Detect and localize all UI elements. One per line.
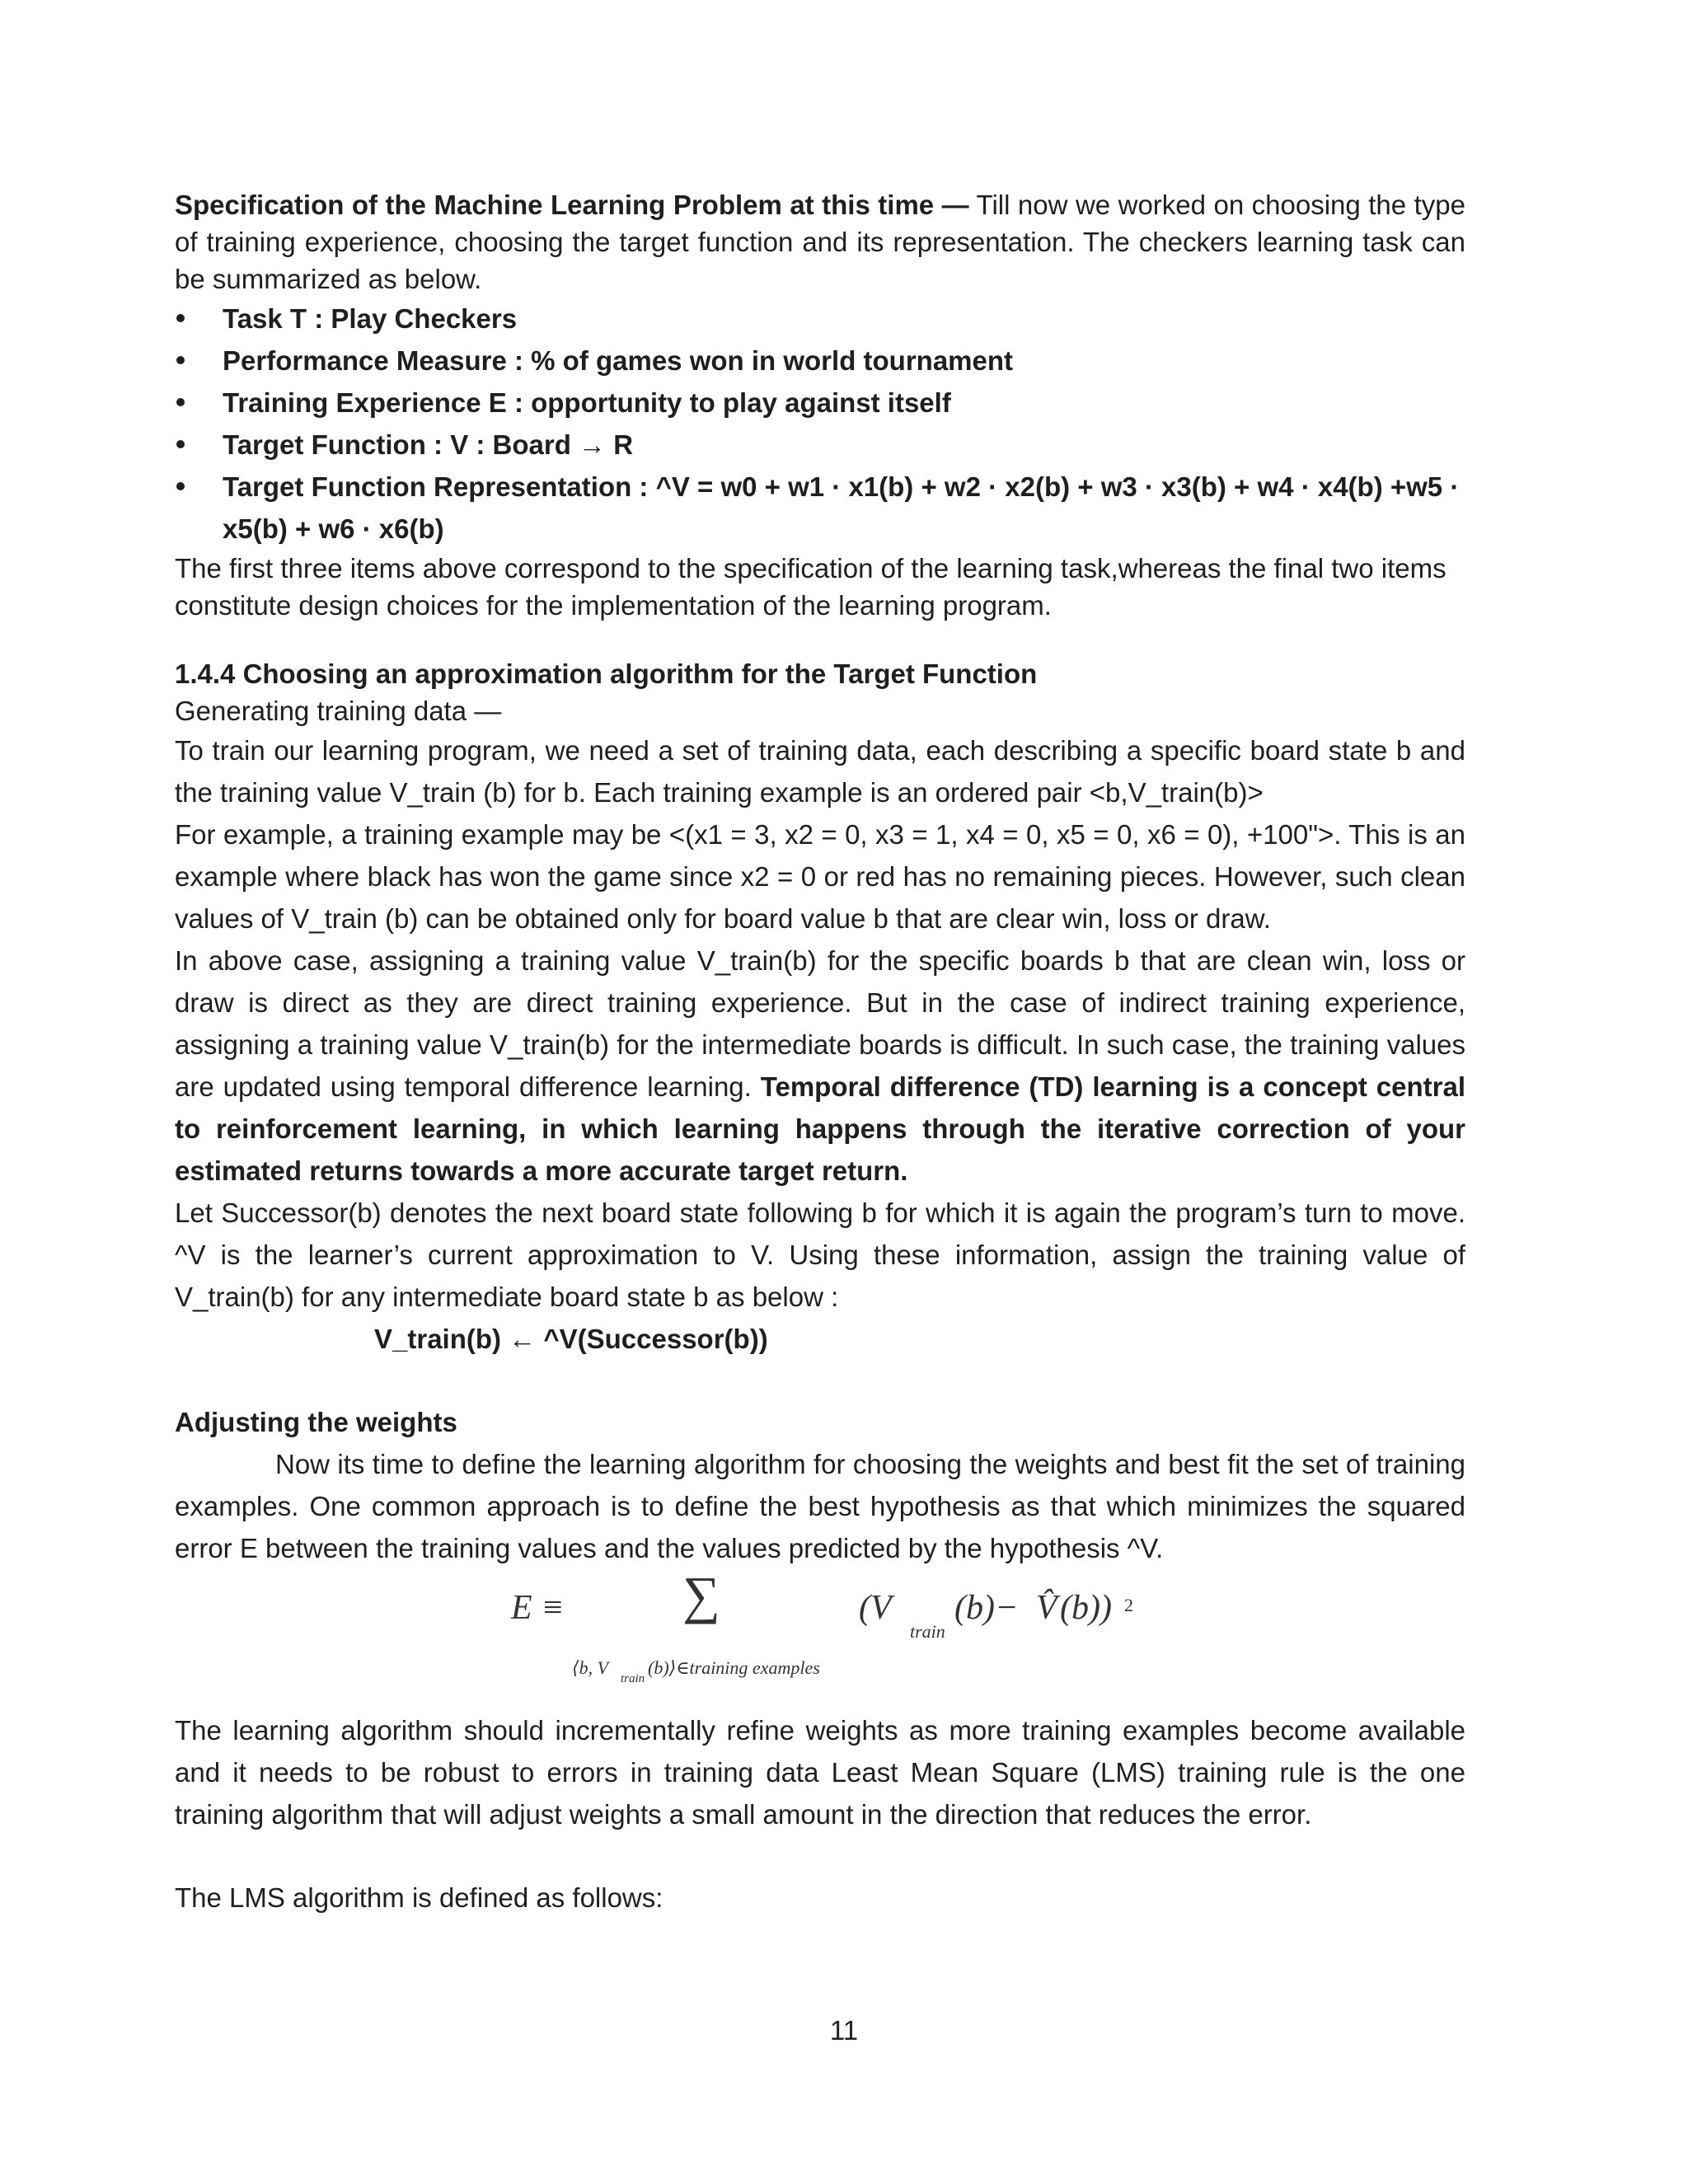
bullet-icon	[176, 314, 185, 322]
summary-list	[175, 298, 1465, 550]
spec-paragraph	[175, 186, 1465, 298]
eq-rhs-end: (b))	[1060, 1589, 1112, 1627]
example-paragraph: For example, a training example may be <(x1 = 3, x2 = 0, x3 = 1, x4 = 0, x5 = 0, x6 = 0), +100">. This is an example where black has won the game since x2 = 0 or red has no remaining pieces. However, such clean values of V_train (b) can be obtained only for board value b that are clear win, loss or draw.	[175, 819, 1465, 934]
weights-paragraph: Now its time to define the learning algorithm for choosing the weights and best fit the set of training examples. One common approach is to define the best hypothesis as that which minimizes the squared error E between the training values and the values predicted by the hypothesis ^V.	[175, 1449, 1465, 1563]
eq-rhs-vhat: V̂	[1036, 1589, 1057, 1627]
list-item: Training Experience E : opportunity to play against itself	[175, 382, 1465, 424]
eq-rhs-open: (V	[859, 1589, 892, 1627]
list-item: Performance Measure : % of games won in world tournament	[175, 340, 1465, 382]
td-definition: Temporal difference (TD) learning is a concept central to reinforcement learning, in which learning happens through the iterative correction of your estimated returns towards a more accurate target return.	[175, 1071, 1466, 1186]
bullet-icon	[176, 356, 185, 364]
weights-heading: Adjusting the weights	[175, 1407, 457, 1437]
lms-paragraph: The learning algorithm should incrementally refine weights as more training examples become available and it needs to be robust to errors in training data Least Mean Square (LMS) training rule is the one training algorithm that will adjust weights a small amount in the direction that reduces the error.	[175, 1715, 1465, 1830]
after-bullets-paragraph: The first three items above correspond to the specification of the learning task,whereas the final two items constitute design choices for the implementation of the learning program.	[175, 553, 1447, 621]
spec-text: Till now we worked on choosing the type of training experience, choosing the target function and its representation. The checkers learning task can be summarized as below.	[175, 190, 1465, 294]
bullet-icon	[176, 482, 185, 490]
lms-intro: The LMS algorithm is defined as follows:	[175, 1882, 663, 1913]
squared-error-equation	[175, 1566, 1465, 1685]
section-subheading: Generating training data —	[175, 696, 502, 726]
document-page	[175, 186, 1465, 1919]
page-number: 11	[829, 2015, 859, 2046]
eq-under-train: train	[621, 1672, 645, 1685]
eq-rhs-square: 2	[1124, 1595, 1133, 1615]
list-item: Target Function Representation : ^V = w0 + w1 · x1(b) + w2 · x2(b) + w3 · x3(b) + w4 · x4(b) +w5 · x5(b) + w6 · x6(b)	[175, 466, 1465, 550]
list-item: Task T : Play Checkers	[175, 298, 1465, 340]
bullet-icon	[176, 398, 185, 406]
eq-sigma: ∑	[682, 1566, 720, 1624]
eq-rhs-mid: (b)−	[954, 1589, 1019, 1627]
successor-paragraph: Let Successor(b) denotes the next board state following b for which it is again the program’s turn to move. ^V is the learner’s current approximation to V. Using these information, assign the training value of V_train(b) for any intermediate board state b as below :	[175, 1197, 1465, 1312]
eq-lhs: E ≡	[511, 1589, 565, 1627]
training-value-formula: V_train(b) ← ^V(Successor(b))	[374, 1324, 768, 1354]
eq-under-pre: ⟨b, V	[572, 1657, 609, 1678]
bullet-icon	[176, 440, 185, 448]
list-item: Target Function : V : Board → R	[175, 424, 1465, 466]
eq-under-post: (b)⟩∈training examples	[648, 1657, 820, 1678]
spec-lead: Specification of the Machine Learning Problem at this time —	[175, 190, 969, 220]
training-data-paragraph: To train our learning program, we need a set of training data, each describing a specific board state b and the training value V_train (b) for b. Each training example is an ordered pair <b,V_train(b)>	[175, 735, 1465, 808]
eq-rhs-train: train	[910, 1621, 945, 1642]
section-heading: 1.4.4 Choosing an approximation algorithm for the Target Function	[175, 658, 1038, 689]
td-paragraph: In above case, assigning a training value V_train(b) for the specific boards b that are clean win, loss or draw is direct as they are direct training experience. But in the case of indirect training experience, assigning a training value V_train(b) for the intermediate boards is difficult. In such case, the training values are updated using temporal difference learning. Temporal difference (TD) learning is a concept central to reinforcement learning, in which learning happens through the iterative correction of your estimated returns towards a more accurate target return.	[175, 945, 1466, 1186]
